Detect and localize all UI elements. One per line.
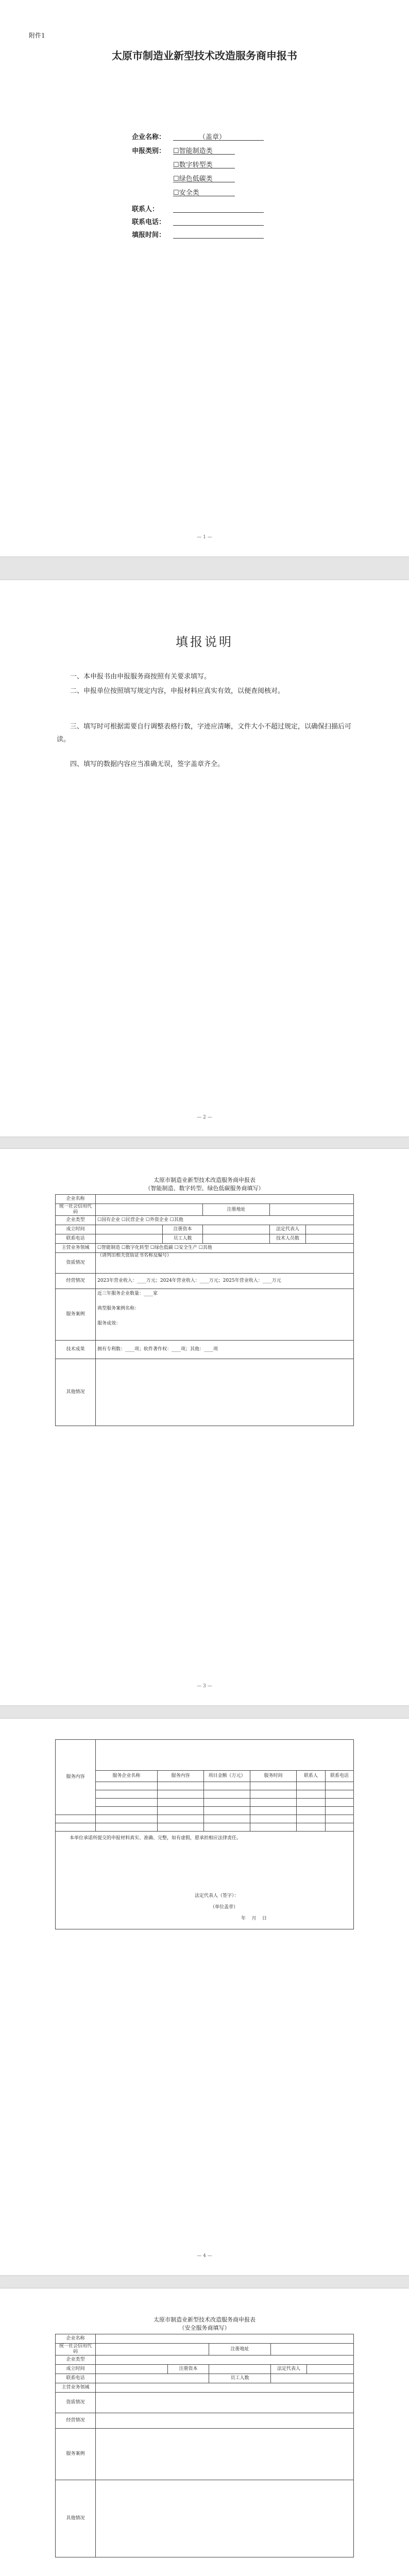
table-row xyxy=(56,1823,354,1832)
annex-label: 附件1 xyxy=(29,32,45,39)
category-line-1 xyxy=(173,154,235,155)
scope-options[interactable]: ☐智能制造 ☐数字化转型 ☐绿色低碳 ☐安全生产 ☐其他 xyxy=(96,1244,354,1253)
table-cell[interactable] xyxy=(250,1807,297,1815)
cell-label: 服务案例 xyxy=(56,1289,96,1341)
company-name-input[interactable] xyxy=(96,2334,354,2344)
cell-label: 法定代表人 xyxy=(271,2365,307,2374)
enterprise-type-options[interactable]: ☐国有企业 ☐民营企业 ☐外资企业 ☐其他 xyxy=(96,1216,354,1225)
table-row xyxy=(56,1799,354,1807)
phone-field[interactable] xyxy=(173,225,264,226)
page-cover xyxy=(0,0,409,556)
company-seal-note: （盖章） xyxy=(199,133,226,141)
page-form1 xyxy=(0,1149,409,1705)
cell-label: 注册资本 xyxy=(168,2365,209,2374)
case-line: 典型服务案例名称： xyxy=(97,1306,140,1311)
company-name-input[interactable] xyxy=(96,1195,354,1204)
column-header: 项目金额（万元） xyxy=(204,1771,250,1782)
cell-label: 资质情况 xyxy=(56,1253,96,1274)
table-cell[interactable] xyxy=(297,1807,326,1815)
instruction-item: 四、填写的数据内容应当准确无误，签字盖章齐全。 xyxy=(70,760,225,768)
cell-label: 其他情况 xyxy=(56,2480,96,2557)
capital-input[interactable] xyxy=(209,2365,271,2374)
company-label: 企业名称： xyxy=(132,133,166,141)
cell-label: 统一社会信用代码 xyxy=(56,2344,96,2355)
cell-label: 经营情况 xyxy=(56,2413,96,2429)
revenue-input[interactable]: 2023年营业收入：____万元；2024年营业收入：____万元；2025年营业收入：____万元 xyxy=(96,1274,354,1289)
column-header: 联系人 xyxy=(297,1771,326,1782)
revenue-input[interactable] xyxy=(96,2413,354,2429)
seal-label: （单位盖章） xyxy=(210,1905,238,1910)
cell-label: 企业类型 xyxy=(56,1216,96,1225)
enterprise-type-input[interactable] xyxy=(96,2355,354,2365)
table-row xyxy=(56,1782,354,1790)
table-cell[interactable] xyxy=(326,1782,354,1790)
capital-input[interactable] xyxy=(203,1225,270,1234)
instruction-item: 一、本申报书由申报服务商按照有关要求填写。 xyxy=(70,673,211,681)
cell-label: 资质情况 xyxy=(56,2393,96,2413)
table-cell[interactable] xyxy=(96,1782,158,1790)
form2-table xyxy=(55,2334,354,2557)
declaration-text: 本单位承诺所提交的申报材料真实、准确、完整，如有虚假，愿承担相应法律责任。 xyxy=(70,1836,242,1841)
table-cell[interactable] xyxy=(96,1790,158,1799)
contact-label: 联系人： xyxy=(132,206,159,213)
table-cell[interactable] xyxy=(158,1815,204,1823)
page-number: — 3 — xyxy=(197,1684,212,1689)
table-cell[interactable] xyxy=(297,1823,326,1832)
cell-label: 成立时间 xyxy=(56,1225,96,1234)
column-header: 服务时间 xyxy=(250,1771,297,1782)
cell-label: 服务内容 xyxy=(56,1740,96,1815)
page-form1-continued xyxy=(0,1719,409,2275)
phone-label: 联系电话： xyxy=(132,218,166,226)
employees-input[interactable] xyxy=(271,2374,354,2383)
phone-input[interactable] xyxy=(96,2374,209,2383)
table-cell[interactable] xyxy=(250,1782,297,1790)
instruction-item: 二、申报单位按照填写规定内容，申报材料应真实有效，以便查阅核对。 xyxy=(70,687,285,695)
cell-label: 技术人员数 xyxy=(270,1234,306,1244)
other-input[interactable] xyxy=(96,2480,354,2557)
form2-subtitle: （安全服务商填写） xyxy=(179,2325,230,2331)
cell-label: 统一社会信用代码 xyxy=(56,1204,96,1216)
table-cell[interactable] xyxy=(96,1815,158,1823)
achievements-input[interactable]: 拥有专利数：____项；软件著作权：____项；其他：____项 xyxy=(96,1341,354,1359)
cell-label: 员工人数 xyxy=(163,1234,203,1244)
address-input[interactable] xyxy=(271,2344,354,2355)
other-input[interactable] xyxy=(96,1359,354,1426)
established-input[interactable] xyxy=(96,1225,163,1234)
form1-table xyxy=(55,1194,354,1426)
date-field[interactable] xyxy=(173,238,264,239)
column-header: 服务企业名称 xyxy=(96,1771,158,1782)
qualification-input[interactable]: （请列出相关资质证书名称及编号） xyxy=(96,1253,354,1274)
address-input[interactable] xyxy=(270,1204,354,1216)
signature-label[interactable]: 法定代表人（签字）： xyxy=(195,1893,239,1899)
table-cell[interactable] xyxy=(297,1799,326,1807)
credit-code-input[interactable] xyxy=(96,2344,209,2355)
credit-code-input[interactable] xyxy=(96,1204,203,1216)
table-cell[interactable] xyxy=(158,1790,204,1799)
cell-label: 主营业务领域 xyxy=(56,1244,96,1253)
cell-label: 企业名称 xyxy=(56,1195,96,1204)
table-cell[interactable] xyxy=(326,1807,354,1815)
cell-label: 技术成果 xyxy=(56,1341,96,1359)
column-header: 服务内容 xyxy=(158,1771,204,1782)
table-cell[interactable] xyxy=(326,1823,354,1832)
table-row xyxy=(56,1815,354,1823)
cell-label: 经营情况 xyxy=(56,1274,96,1289)
form1b-table xyxy=(55,1739,354,1929)
page-form2 xyxy=(0,2289,409,2576)
legal-rep-input[interactable] xyxy=(306,1225,354,1234)
checkbox-smart-manufacturing[interactable]: ☐智能制造类 xyxy=(173,147,213,155)
legal-rep-input[interactable] xyxy=(307,2365,354,2374)
table-cell[interactable] xyxy=(250,1823,297,1832)
table-cell[interactable] xyxy=(204,1782,250,1790)
cell-label: 法定代表人 xyxy=(270,1225,306,1234)
table-cell[interactable] xyxy=(297,1782,326,1790)
cell-label: 主营业务领域 xyxy=(56,2383,96,2393)
form1-title: 太原市制造业新型技术改造服务商申报表 xyxy=(154,1177,255,1183)
table-cell[interactable] xyxy=(297,1815,326,1823)
page-number: — 1 — xyxy=(197,535,212,540)
cell-label: 企业类型 xyxy=(56,2355,96,2365)
scope-input[interactable] xyxy=(96,2383,354,2393)
page-number: — 2 — xyxy=(197,1115,212,1120)
checkbox-digital-transformation[interactable]: ☐数字转型类 xyxy=(173,161,213,169)
table-cell[interactable] xyxy=(56,1823,96,1832)
cases-input[interactable] xyxy=(96,1289,354,1341)
table-cell[interactable] xyxy=(204,1807,250,1815)
table-cell[interactable] xyxy=(326,1790,354,1799)
case-line: 服务成效： xyxy=(97,1321,121,1326)
cell-label: 注册地址 xyxy=(203,1204,270,1216)
checkbox-green-lowcarbon[interactable]: ☐绿色低碳类 xyxy=(173,175,213,183)
page-number: — 4 — xyxy=(197,2253,212,2259)
cell-label: 注册地址 xyxy=(209,2344,271,2355)
date-text[interactable]: 年 月 日 xyxy=(241,1916,267,1921)
established-input[interactable] xyxy=(96,2365,168,2374)
instruction-item: 三、填写时可根据需要自行调整表格行数，字迹应清晰，文件大小不超过规定，以确保扫描后可读。 xyxy=(57,723,352,743)
table-cell[interactable] xyxy=(204,1823,250,1832)
service-content-input[interactable] xyxy=(96,1740,354,1771)
instructions-heading: 填报说明 xyxy=(176,635,233,649)
cell-label: 联系电话 xyxy=(56,1234,96,1244)
declaration-cell xyxy=(56,1832,354,1929)
table-cell[interactable] xyxy=(326,1815,354,1823)
table-cell[interactable] xyxy=(297,1790,326,1799)
table-cell[interactable] xyxy=(96,1823,158,1832)
cases-input[interactable] xyxy=(96,2429,354,2480)
page-title: 太原市制造业新型技术改造服务商申报书 xyxy=(112,49,297,62)
table-cell[interactable] xyxy=(158,1799,204,1807)
table-cell[interactable] xyxy=(96,1799,158,1807)
table-cell[interactable] xyxy=(250,1815,297,1823)
table-row xyxy=(56,1807,354,1815)
table-cell[interactable] xyxy=(204,1815,250,1823)
checkbox-safety[interactable]: ☐安全类 xyxy=(173,189,199,197)
column-header: 联系电话 xyxy=(326,1771,354,1782)
qualification-input[interactable] xyxy=(96,2393,354,2413)
table-cell[interactable] xyxy=(158,1782,204,1790)
cell-label: 联系电话 xyxy=(56,2374,96,2383)
table-cell[interactable] xyxy=(326,1799,354,1807)
form1-subtitle: （智能制造、数字转型、绿色低碳服务商填写） xyxy=(145,1185,264,1192)
cell-label: 服务案例 xyxy=(56,2429,96,2480)
page-instructions xyxy=(0,580,409,1137)
cell-label: 注册资本 xyxy=(163,1225,203,1234)
table-cell[interactable] xyxy=(158,1823,204,1832)
tech-staff-input[interactable] xyxy=(306,1234,354,1244)
cell-label: 员工人数 xyxy=(209,2374,271,2383)
table-cell[interactable] xyxy=(250,1790,297,1799)
cell-label: 其他情况 xyxy=(56,1359,96,1426)
table-cell[interactable] xyxy=(96,1807,158,1815)
table-cell[interactable] xyxy=(204,1790,250,1799)
table-cell[interactable] xyxy=(158,1807,204,1815)
cell-label: 成立时间 xyxy=(56,2365,96,2374)
date-label: 填报时间： xyxy=(132,231,166,239)
case-line: 近三年服务企业数量：____家 xyxy=(97,1291,158,1296)
table-cell[interactable] xyxy=(250,1799,297,1807)
form2-title: 太原市制造业新型技术改造服务商申报表 xyxy=(154,2316,255,2323)
employees-input[interactable] xyxy=(203,1234,270,1244)
table-cell[interactable] xyxy=(204,1799,250,1807)
category-label: 申报类别： xyxy=(132,147,166,155)
table-row xyxy=(56,1790,354,1799)
phone-input[interactable] xyxy=(96,1234,163,1244)
table-cell[interactable] xyxy=(56,1815,96,1823)
cell-label: 企业名称 xyxy=(56,2334,96,2344)
contact-field[interactable] xyxy=(173,212,264,213)
